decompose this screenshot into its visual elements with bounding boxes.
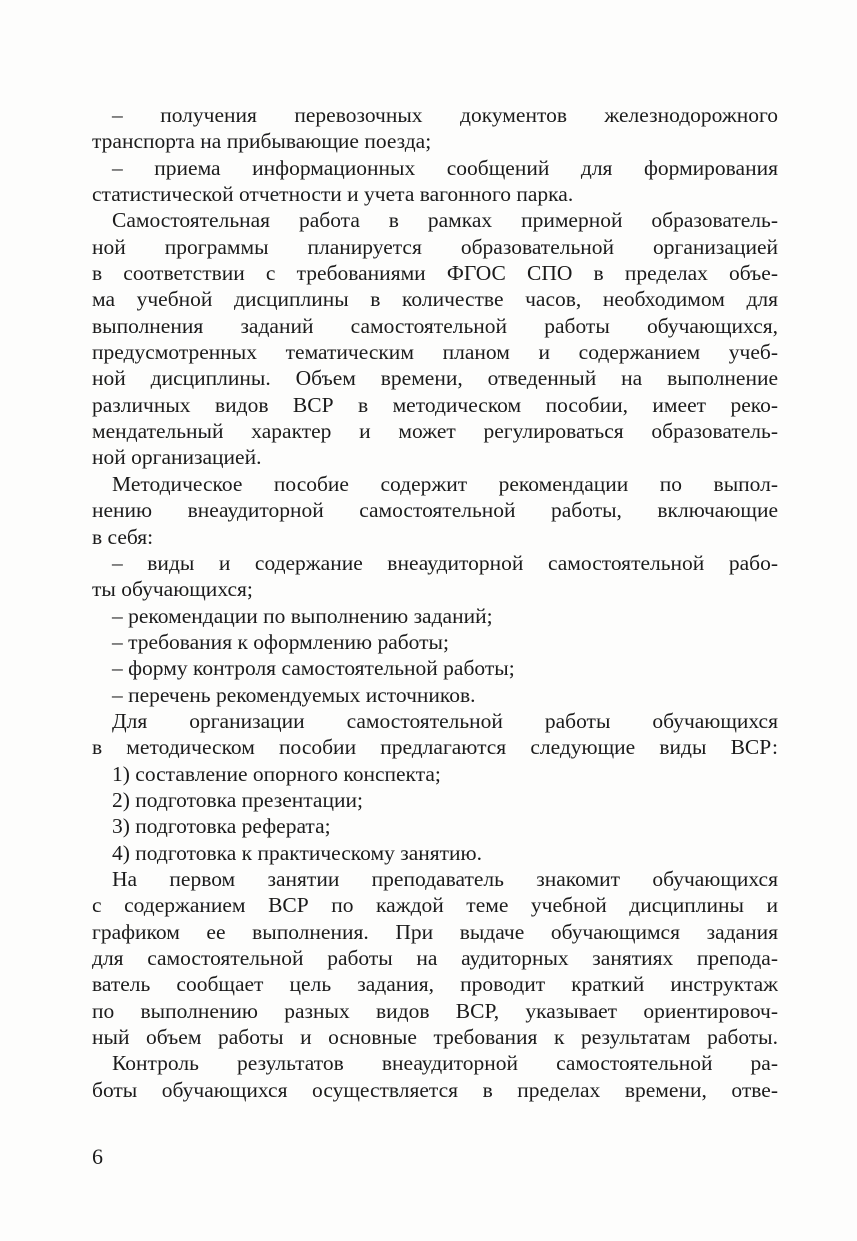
text-line: 2) подготовка презентации; xyxy=(112,787,363,812)
text-line: ной дисциплины. Объем времени, отведенный на выполнение xyxy=(92,366,778,391)
text-line: ма учебной дисциплины в количестве часов, необходимом для xyxy=(92,287,778,312)
text-line: статистической отчетности и учета вагонного парка. xyxy=(92,182,574,207)
text-line: в методическом пособии предлагаются следующие виды ВСР: xyxy=(92,735,778,760)
text-line: На первом занятии преподаватель знакомит обучающихся xyxy=(112,866,778,891)
text-line: Контроль результатов внеаудиторной самостоятельной ра- xyxy=(112,1051,778,1076)
text-line: в себя: xyxy=(92,524,154,549)
text-line: Самостоятельная работа в рамках примерной образователь- xyxy=(112,208,778,233)
text-line: графиком ее выполнения. При выдаче обучающимся задания xyxy=(92,919,778,944)
text-line: предусмотренных тематическим планом и содержанием учеб- xyxy=(92,340,778,365)
page-text xyxy=(92,102,778,1103)
page-number: 6 xyxy=(92,1144,103,1169)
text-line: – получения перевозочных документов железнодорожного xyxy=(112,103,778,127)
text-line: мендательный характер и может регулироваться образователь- xyxy=(92,419,778,444)
text-line: нению внеаудиторной самостоятельной работы, включающие xyxy=(92,498,778,523)
text-line: ты обучающихся; xyxy=(92,577,253,602)
text-line: ватель сообщает цель задания, проводит краткий инструктаж xyxy=(92,972,778,997)
text-line: по выполнению разных видов ВСР, указывает ориентировоч- xyxy=(92,998,778,1023)
text-line: транспорта на прибывающие поезда; xyxy=(92,129,432,154)
text-line: 1) составление опорного конспекта; xyxy=(112,761,441,786)
text-line: ной организацией. xyxy=(92,445,262,470)
text-line: 3) подготовка реферата; xyxy=(112,814,331,839)
text-line: – форму контроля самостоятельной работы; xyxy=(112,656,515,681)
text-line: – требования к оформлению работы; xyxy=(112,629,449,654)
text-line: различных видов ВСР в методическом пособии, имеет реко- xyxy=(92,392,778,417)
text-line: – приема информационных сообщений для формирования xyxy=(112,155,778,180)
text-line: – перечень рекомендуемых источников. xyxy=(112,682,476,707)
text-line: ной программы планируется образовательной организацией xyxy=(92,234,778,259)
text-line: выполнения заданий самостоятельной работы обучающихся, xyxy=(92,313,778,338)
text-line: 4) подготовка к практическому занятию. xyxy=(112,840,482,865)
text-line: Методическое пособие содержит рекомендации по выпол- xyxy=(112,471,778,496)
text-line: Для организации самостоятельной работы обучающихся xyxy=(112,708,778,733)
text-line: с содержанием ВСР по каждой теме учебной дисциплины и xyxy=(92,893,778,918)
text-line: боты обучающихся осуществляется в пределах времени, отве- xyxy=(92,1077,778,1102)
text-line: – рекомендации по выполнению заданий; xyxy=(112,603,493,628)
text-line: в соответствии с требованиями ФГОС СПО в пределах объе- xyxy=(92,261,778,286)
text-line: – виды и содержание внеаудиторной самостоятельной рабо- xyxy=(112,550,778,575)
text-line: для самостоятельной работы на аудиторных занятиях препода- xyxy=(92,946,778,970)
text-line: ный объем работы и основные требования к результатам работы. xyxy=(92,1025,778,1050)
